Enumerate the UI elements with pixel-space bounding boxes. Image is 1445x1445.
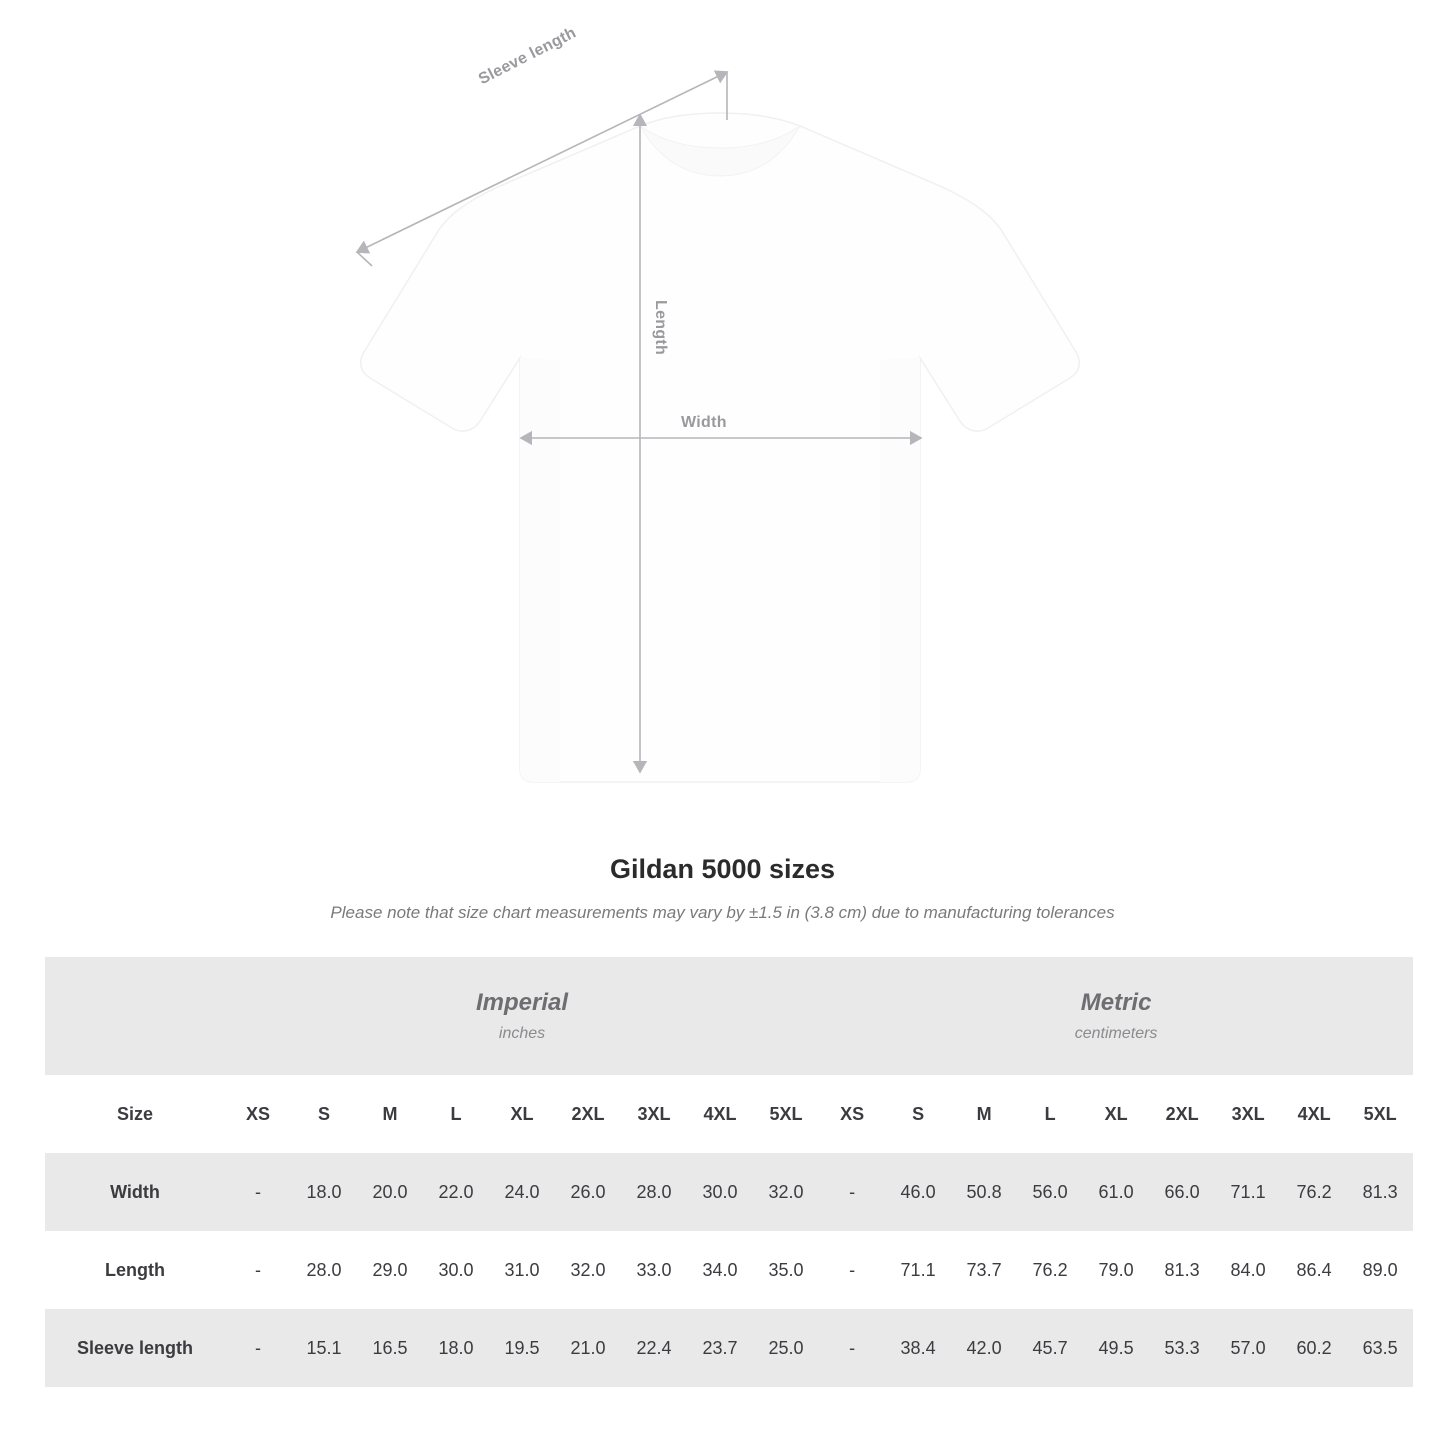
col-header-imperial-3xl: 3XL	[621, 1075, 687, 1153]
col-header-metric-xs: XS	[819, 1075, 885, 1153]
cell-width-imperial-m: 20.0	[357, 1153, 423, 1231]
cell-sleeve-imperial-l: 18.0	[423, 1309, 489, 1387]
cell-width-metric-3xl: 71.1	[1215, 1153, 1281, 1231]
col-header-metric-m: M	[951, 1075, 1017, 1153]
cell-sleeve-metric-m: 42.0	[951, 1309, 1017, 1387]
cell-width-imperial-xl: 24.0	[489, 1153, 555, 1231]
col-header-imperial-s: S	[291, 1075, 357, 1153]
col-header-metric-3xl: 3XL	[1215, 1075, 1281, 1153]
row-label-length: Length	[45, 1231, 225, 1309]
cell-sleeve-imperial-s: 15.1	[291, 1309, 357, 1387]
size-table	[45, 957, 1413, 1387]
cell-length-imperial-4xl: 34.0	[687, 1231, 753, 1309]
cell-sleeve-metric-s: 38.4	[885, 1309, 951, 1387]
col-header-imperial-xl: XL	[489, 1075, 555, 1153]
cell-length-metric-3xl: 84.0	[1215, 1231, 1281, 1309]
unit-group-imperial-name: Imperial	[476, 989, 569, 1016]
cell-sleeve-imperial-3xl: 22.4	[621, 1309, 687, 1387]
table-row	[45, 1231, 1413, 1309]
cell-length-metric-5xl: 89.0	[1347, 1231, 1413, 1309]
table-corner	[45, 957, 225, 1075]
size-header-label: Size	[45, 1075, 225, 1153]
cell-sleeve-metric-3xl: 57.0	[1215, 1309, 1281, 1387]
cell-length-imperial-3xl: 33.0	[621, 1231, 687, 1309]
sleeve-length-label: Sleeve length	[476, 24, 580, 89]
col-header-metric-s: S	[885, 1075, 951, 1153]
tshirt-shape	[361, 113, 1080, 782]
cell-length-metric-2xl: 81.3	[1149, 1231, 1215, 1309]
cell-width-imperial-s: 18.0	[291, 1153, 357, 1231]
cell-width-metric-4xl: 76.2	[1281, 1153, 1347, 1231]
cell-length-imperial-5xl: 35.0	[753, 1231, 819, 1309]
cell-length-metric-xs: -	[819, 1231, 885, 1309]
cell-width-imperial-2xl: 26.0	[555, 1153, 621, 1231]
col-header-metric-l: L	[1017, 1075, 1083, 1153]
unit-group-metric-name: Metric	[1080, 989, 1152, 1016]
size-table-wrapper	[45, 957, 1400, 1387]
cell-sleeve-imperial-xs: -	[225, 1309, 291, 1387]
unit-group-imperial-sub: inches	[498, 1025, 546, 1042]
chart-title: Gildan 5000 sizes	[609, 854, 836, 884]
cell-width-metric-xl: 61.0	[1083, 1153, 1149, 1231]
cell-length-metric-xl: 79.0	[1083, 1231, 1149, 1309]
table-row	[45, 1309, 1413, 1387]
col-header-imperial-4xl: 4XL	[687, 1075, 753, 1153]
cell-length-imperial-m: 29.0	[357, 1231, 423, 1309]
length-label: Length	[652, 300, 669, 356]
cell-length-metric-s: 71.1	[885, 1231, 951, 1309]
col-header-metric-xl: XL	[1083, 1075, 1149, 1153]
cell-length-imperial-xs: -	[225, 1231, 291, 1309]
cell-width-metric-l: 56.0	[1017, 1153, 1083, 1231]
cell-width-metric-s: 46.0	[885, 1153, 951, 1231]
unit-group-header-row	[45, 957, 1413, 1075]
size-header-row	[45, 1075, 1413, 1153]
unit-group-metric-sub: centimeters	[1074, 1025, 1158, 1042]
cell-length-imperial-l: 30.0	[423, 1231, 489, 1309]
col-header-imperial-m: M	[357, 1075, 423, 1153]
row-label-width: Width	[45, 1153, 225, 1231]
cell-width-imperial-l: 22.0	[423, 1153, 489, 1231]
cell-width-metric-xs: -	[819, 1153, 885, 1231]
cell-length-metric-4xl: 86.4	[1281, 1231, 1347, 1309]
cell-sleeve-metric-xs: -	[819, 1309, 885, 1387]
cell-width-metric-2xl: 66.0	[1149, 1153, 1215, 1231]
cell-length-metric-l: 76.2	[1017, 1231, 1083, 1309]
cell-sleeve-metric-2xl: 53.3	[1149, 1309, 1215, 1387]
cell-sleeve-metric-4xl: 60.2	[1281, 1309, 1347, 1387]
col-header-metric-4xl: 4XL	[1281, 1075, 1347, 1153]
cell-length-imperial-s: 28.0	[291, 1231, 357, 1309]
col-header-imperial-2xl: 2XL	[555, 1075, 621, 1153]
unit-group-imperial	[225, 957, 819, 1075]
cell-sleeve-imperial-xl: 19.5	[489, 1309, 555, 1387]
cell-width-imperial-3xl: 28.0	[621, 1153, 687, 1231]
col-header-imperial-xs: XS	[225, 1075, 291, 1153]
cell-sleeve-metric-l: 45.7	[1017, 1309, 1083, 1387]
width-label: Width	[681, 414, 727, 431]
cell-sleeve-imperial-4xl: 23.7	[687, 1309, 753, 1387]
cell-sleeve-imperial-m: 16.5	[357, 1309, 423, 1387]
cell-length-metric-m: 73.7	[951, 1231, 1017, 1309]
chart-tolerance-note: Please note that size chart measurements may vary by ±1.5 in (3.8 cm) due to manufacturing tolerances	[330, 903, 1115, 922]
cell-width-imperial-xs: -	[225, 1153, 291, 1231]
cell-length-imperial-xl: 31.0	[489, 1231, 555, 1309]
col-header-imperial-l: L	[423, 1075, 489, 1153]
cell-width-imperial-5xl: 32.0	[753, 1153, 819, 1231]
cell-sleeve-imperial-2xl: 21.0	[555, 1309, 621, 1387]
row-label-sleeve-length: Sleeve length	[45, 1309, 225, 1387]
cell-width-imperial-4xl: 30.0	[687, 1153, 753, 1231]
cell-width-metric-m: 50.8	[951, 1153, 1017, 1231]
col-header-metric-2xl: 2XL	[1149, 1075, 1215, 1153]
cell-sleeve-imperial-5xl: 25.0	[753, 1309, 819, 1387]
cell-sleeve-metric-5xl: 63.5	[1347, 1309, 1413, 1387]
cell-width-metric-5xl: 81.3	[1347, 1153, 1413, 1231]
table-row	[45, 1153, 1413, 1231]
col-header-imperial-5xl: 5XL	[753, 1075, 819, 1153]
cell-sleeve-metric-xl: 49.5	[1083, 1309, 1149, 1387]
col-header-metric-5xl: 5XL	[1347, 1075, 1413, 1153]
cell-length-imperial-2xl: 32.0	[555, 1231, 621, 1309]
unit-group-metric	[819, 957, 1413, 1075]
